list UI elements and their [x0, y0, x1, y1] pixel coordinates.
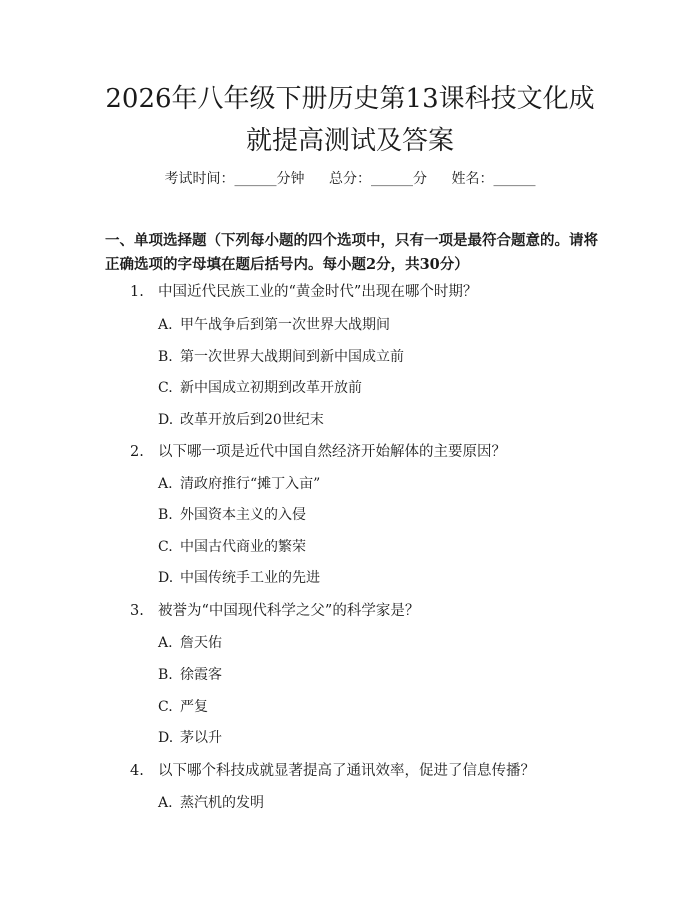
- question-text: 被誉为“中国现代科学之父”的科学家是？: [158, 603, 420, 619]
- question-text: 以下哪一项是近代中国自然经济开始解体的主要原因？: [158, 444, 506, 460]
- option-letter: A.: [158, 476, 173, 492]
- option: [158, 473, 320, 493]
- question-number: 1.: [130, 284, 144, 300]
- exam-meta: [0, 168, 700, 188]
- option: [158, 792, 264, 812]
- option-text: 中国古代商业的繁荣: [180, 539, 306, 555]
- option-text: 新中国成立初期到改革开放前: [180, 380, 362, 396]
- option-letter: D.: [158, 570, 174, 586]
- option-text: 中国传统手工业的先进: [180, 570, 320, 586]
- option-letter: D.: [158, 730, 174, 746]
- option-text: 詹天佑: [180, 635, 222, 651]
- option: [158, 536, 306, 556]
- option: [158, 409, 324, 429]
- option: [158, 567, 320, 587]
- option-text: 蒸汽机的发明: [180, 795, 264, 811]
- option-text: 清政府推行“摊丁入亩”: [180, 476, 321, 492]
- question-text: 以下哪个科技成就显著提高了通讯效率，促进了信息传播？: [158, 763, 535, 779]
- option-text: 徐霞客: [180, 667, 222, 683]
- question-number: 4.: [130, 763, 144, 779]
- student-name: 姓名：______: [451, 171, 536, 187]
- option-letter: A.: [158, 635, 173, 651]
- option-text: 外国资本主义的入侵: [180, 507, 306, 523]
- option-text: 改革开放后到20世纪末: [180, 412, 324, 428]
- option: [158, 664, 222, 684]
- exam-score: 总分：______分: [329, 171, 427, 187]
- exam-time: 考试时间：______分钟: [164, 171, 305, 187]
- option-letter: C.: [158, 380, 173, 396]
- question-number: 3.: [130, 603, 144, 619]
- title-line-2: 就提高测试及答案: [245, 126, 454, 156]
- option-letter: B.: [158, 507, 173, 523]
- option-letter: B.: [158, 349, 173, 365]
- option-letter: A.: [158, 317, 173, 333]
- option-text: 第一次世界大战期间到新中国成立前: [180, 349, 404, 365]
- option-letter: A.: [158, 795, 173, 811]
- option-text: 甲午战争后到第一次世界大战期间: [180, 317, 390, 333]
- option: [158, 314, 390, 334]
- option-text: 严复: [180, 699, 208, 715]
- title-line-1: 2026年八年级下册历史第13课科技文化成: [105, 84, 595, 114]
- question: [130, 440, 506, 461]
- document-title: [60, 78, 640, 162]
- question: [130, 280, 477, 301]
- option-letter: D.: [158, 412, 174, 428]
- option-letter: C.: [158, 699, 173, 715]
- option: [158, 696, 208, 716]
- question: [130, 599, 419, 620]
- question: [130, 759, 535, 780]
- option: [158, 377, 362, 397]
- question-text: 中国近代民族工业的“黄金时代”出现在哪个时期？: [158, 284, 478, 300]
- option-text: 茅以升: [180, 730, 222, 746]
- section-heading: 一、单项选择题（下列每小题的四个选项中，只有一项是最符合题意的。请将正确选项的字母填在题后括号内。每小题2分，共30分）: [105, 232, 598, 273]
- option: [158, 632, 222, 652]
- option: [158, 727, 222, 747]
- option: [158, 346, 404, 366]
- question-number: 2.: [130, 444, 144, 460]
- option: [158, 504, 306, 524]
- option-letter: B.: [158, 667, 173, 683]
- option-letter: C.: [158, 539, 173, 555]
